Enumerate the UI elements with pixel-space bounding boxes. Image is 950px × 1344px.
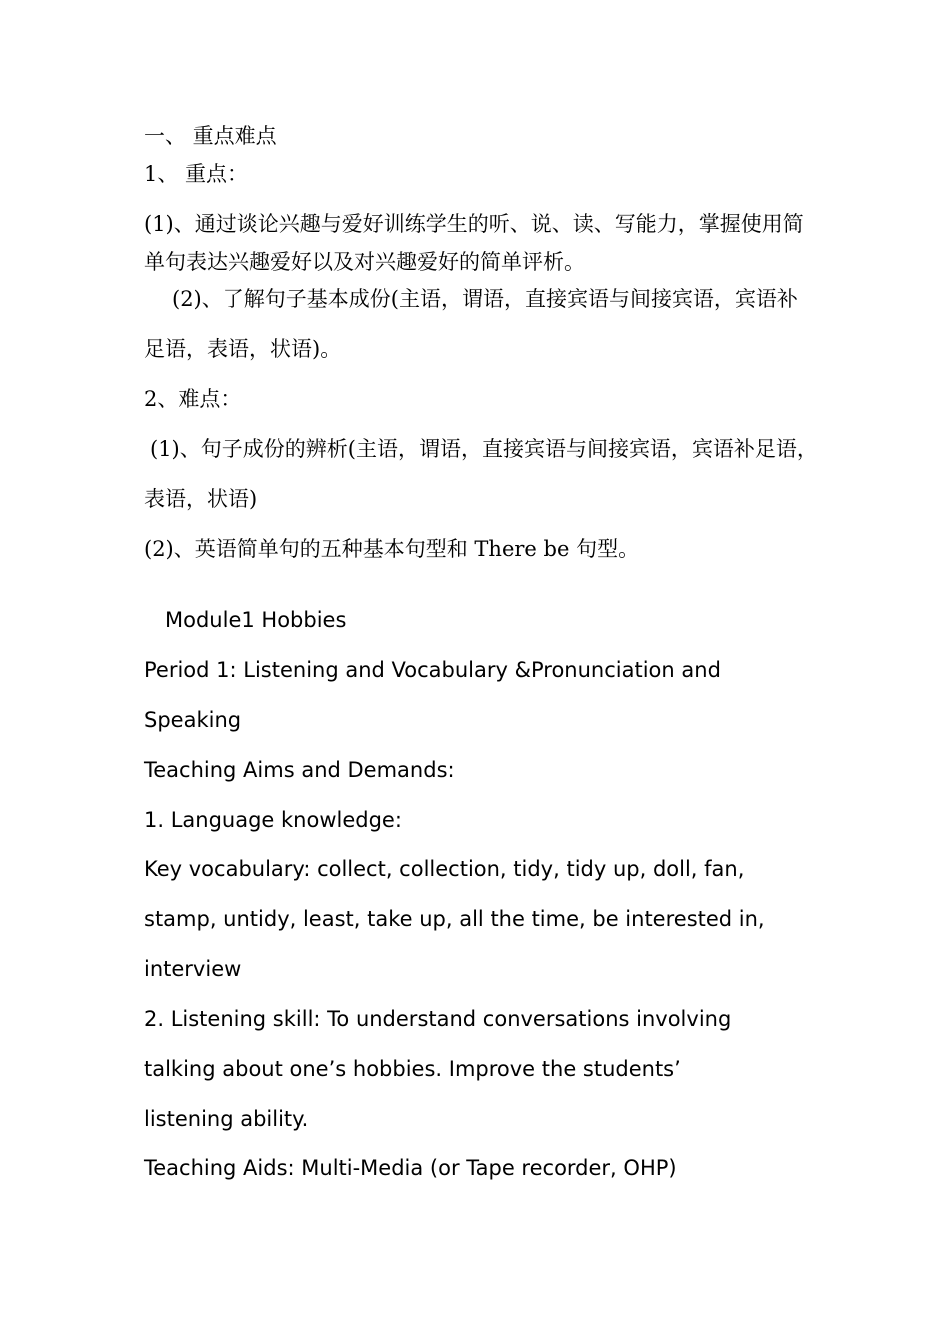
listening-skill-line-2: talking about one’s hobbies. Improve the students’ <box>144 1057 681 1081</box>
teaching-aids: Teaching Aids: Multi-Media (or Tape recorder, OHP) <box>144 1156 677 1180</box>
period-title-line-2: Speaking <box>144 708 242 732</box>
key-vocabulary-line-3: interview <box>144 957 242 981</box>
section-heading: 一、 重点难点 <box>144 124 277 148</box>
listening-skill-line-1: 2. Listening skill: To understand conversations involving <box>144 1007 732 1031</box>
period-title-line-1: Period 1: Listening and Vocabulary &Pronunciation and <box>144 658 721 682</box>
difficulties-heading: 2、难点： <box>144 387 242 411</box>
key-point-1-line-2: 单句表达兴趣爱好以及对兴趣爱好的简单评析。 <box>144 250 585 274</box>
language-knowledge-heading: 1. Language knowledge: <box>144 808 402 832</box>
key-point-2-line-2: 足语，表语，状语)。 <box>144 337 342 361</box>
teaching-aims-heading: Teaching Aims and Demands: <box>144 758 455 782</box>
difficulty-1-line-2: 表语，状语) <box>144 487 258 511</box>
key-point-1-line-1: (1)、通过谈论兴趣与爱好训练学生的听、说、读、写能力，掌握使用简 <box>144 212 804 236</box>
listening-skill-line-3: listening ability. <box>144 1107 309 1131</box>
key-vocabulary-line-2: stamp, untidy, least, take up, all the time, be interested in, <box>144 907 765 931</box>
module-title: Module1 Hobbies <box>165 608 347 632</box>
key-vocabulary-line-1: Key vocabulary: collect, collection, tidy, tidy up, doll, fan, <box>144 857 745 881</box>
key-point-2-line-1: (2)、了解句子基本成份(主语，谓语，直接宾语与间接宾语，宾语补 <box>172 287 798 311</box>
key-points-heading: 1、 重点： <box>144 162 249 186</box>
difficulty-2: (2)、英语简单句的五种基本句型和 There be 句型。 <box>144 537 640 561</box>
difficulty-1-line-1: (1)、句子成份的辨析(主语，谓语，直接宾语与间接宾语，宾语补足语， <box>150 437 818 461</box>
